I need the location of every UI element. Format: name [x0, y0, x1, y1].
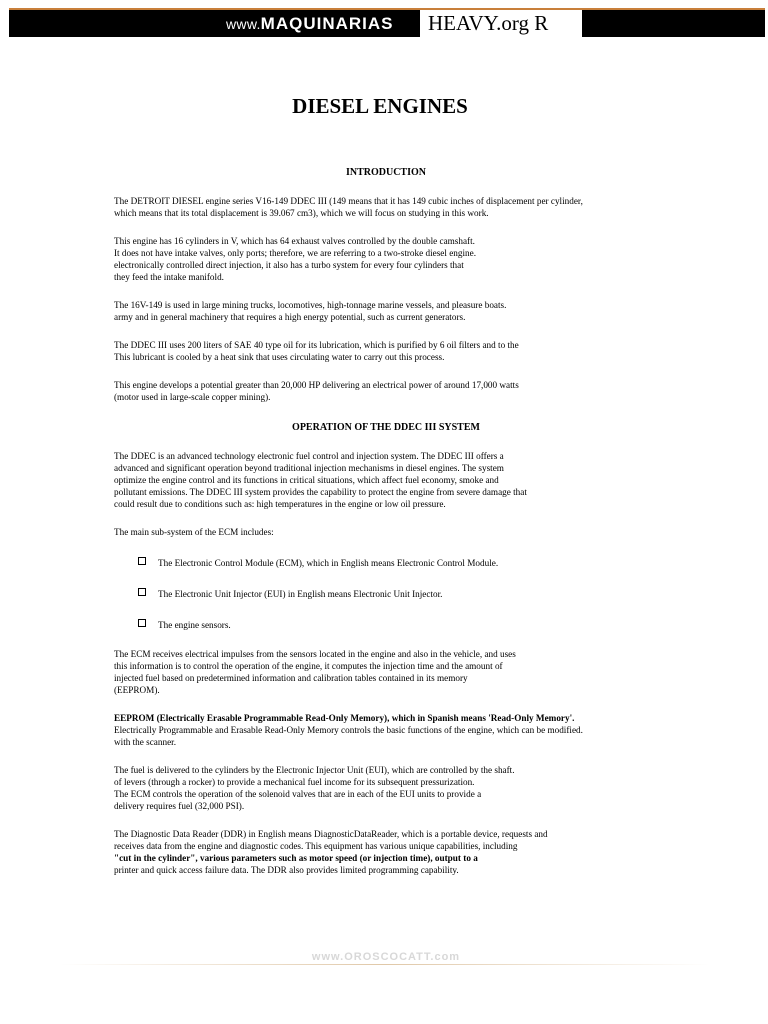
paragraph-engine-series — [114, 195, 634, 219]
text-line: which means that its total displacement is 39.067 cm3), which we will focus on studying in this work. — [114, 208, 489, 218]
paragraph-ddec-overview — [114, 450, 634, 510]
text-line: It does not have intake valves, only ports; therefore, we are referring to a two-stroke diesel engine. — [114, 248, 477, 258]
text-line: they feed the intake manifold. — [114, 272, 224, 282]
bullet-item-eui — [138, 588, 442, 600]
text-line: The Diagnostic Data Reader (DDR) in English means DiagnosticDataReader, which is a portable device, requests and — [114, 829, 548, 839]
text-line: The DETROIT DIESEL engine series V16-149 DDEC III (149 means that it has 149 cubic inches of displacement per cylinder, — [114, 196, 583, 206]
paragraph-fuel-delivery — [114, 764, 634, 812]
text-line: The DDEC III uses 200 liters of SAE 40 type oil for its lubrication, which is purified by 6 oil filters and to the — [114, 340, 519, 350]
text-line: advanced and significant operation beyond traditional injection mechanisms in diesel engines. The system — [114, 463, 504, 473]
bullet-item-ecm — [138, 557, 498, 569]
paragraph-lubrication — [114, 339, 634, 363]
text-line-bold: "cut in the cylinder", various parameters such as motor speed (or injection time), output to a — [114, 853, 478, 863]
text-line: This engine has 16 cylinders in V, which has 64 exhaust valves controlled by the double camshaft. — [114, 236, 475, 246]
page-title: DIESEL ENGINES — [292, 94, 468, 118]
text-line: electronically controlled direct injection, it also has a turbo system for every four cylinders that — [114, 260, 464, 270]
heading-introduction: INTRODUCTION — [345, 167, 426, 178]
paragraph-ecm-function — [114, 648, 634, 696]
bullet-text: The Electronic Unit Injector (EUI) in English means Electronic Unit Injector. — [158, 589, 443, 599]
text-line: pollutant emissions. The DDEC III system provides the capability to protect the engine from severe damage that — [114, 487, 527, 497]
text-line: The 16V-149 is used in large mining trucks, locomotives, high-tonnage marine vessels, and pleasure boats. — [114, 300, 507, 310]
paragraph-eeprom — [114, 712, 634, 748]
banner-suffix: HEAVY.org R — [420, 10, 582, 37]
text-line: The main sub-system of the ECM includes: — [114, 527, 274, 537]
text-line: This lubricant is cooled by a heat sink that uses circulating water to carry out this process. — [114, 352, 445, 362]
text-line: printer and quick access failure data. The DDR also provides limited programming capability. — [114, 865, 459, 875]
text-line: injected fuel based on predetermined information and calibration tables contained in its memory — [114, 673, 468, 683]
bullet-item-sensors — [138, 619, 231, 631]
text-line: The DDEC is an advanced technology electronic fuel control and injection system. The DDEC III offers a — [114, 451, 504, 461]
header-banner — [9, 10, 765, 37]
checkbox-icon — [138, 557, 146, 565]
text-line-bold: EEPROM (Electrically Erasable Programmable Read-Only Memory), which in Spanish means 'Read-Only Memory'. — [114, 713, 575, 723]
bullet-text: The Electronic Control Module (ECM), which in English means Electronic Control Module. — [158, 558, 499, 568]
text-line: delivery requires fuel (32,000 PSI). — [114, 801, 245, 811]
text-line: The ECM receives electrical impulses from the sensors located in the engine and also in the vehicle, and uses — [114, 649, 516, 659]
text-line: could result due to conditions such as: high temperatures in the engine or low oil pressure. — [114, 499, 446, 509]
text-line: with the scanner. — [114, 737, 176, 747]
footer-divider — [60, 964, 710, 965]
text-line: of levers (through a rocker) to provide a mechanical fuel income for its subsequent pressurization. — [114, 777, 475, 787]
bullet-text: The engine sensors. — [158, 620, 231, 630]
text-line: (motor used in large-scale copper mining). — [114, 392, 271, 402]
text-line: army and in general machinery that requires a high energy potential, such as current generators. — [114, 312, 466, 322]
text-line: optimize the engine control and its functions in critical situations, which affect fuel economy, smoke and — [114, 475, 499, 485]
paragraph-usage — [114, 299, 634, 323]
banner-brand-name: MAQUINARIAS — [260, 14, 394, 33]
heading-operation: OPERATION OF THE DDEC III SYSTEM — [292, 422, 480, 433]
banner-www: www. — [226, 16, 261, 32]
paragraph-subsystems-intro — [114, 526, 634, 538]
paragraph-cylinders — [114, 235, 634, 283]
banner-brand — [226, 10, 394, 37]
text-line: receives data from the engine and diagnostic codes. This equipment has various unique capabilities, including — [114, 841, 518, 851]
text-line: This engine develops a potential greater than 20,000 HP delivering an electrical power of around 17,000 watts — [114, 380, 519, 390]
text-line: The fuel is delivered to the cylinders by the Electronic Injector Unit (EUI), which are controlled by the shaft. — [114, 765, 515, 775]
text-line: The ECM controls the operation of the solenoid valves that are in each of the EUI units to provide a — [114, 789, 482, 799]
checkbox-icon — [138, 619, 146, 627]
footer-watermark: www.OROSCOCATT.com — [311, 951, 461, 963]
paragraph-ddr — [114, 828, 634, 876]
text-line: this information is to control the operation of the engine, it computes the injection time and the amount of — [114, 661, 503, 671]
text-line: Electrically Programmable and Erasable Read-Only Memory controls the basic functions of the engine, which can be modified. — [114, 725, 583, 735]
text-line: (EEPROM). — [114, 685, 160, 695]
checkbox-icon — [138, 588, 146, 596]
paragraph-power — [114, 379, 634, 403]
